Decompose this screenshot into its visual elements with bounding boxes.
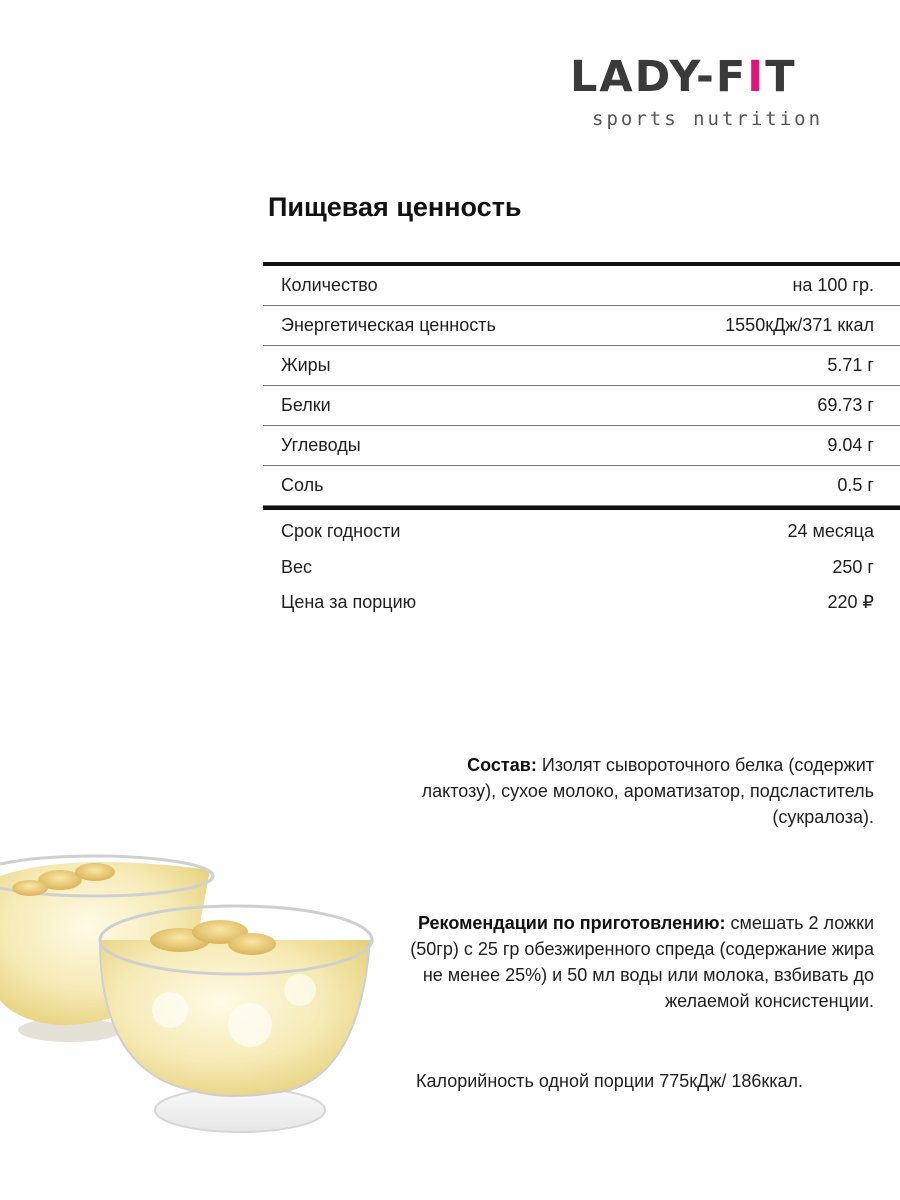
row-value: на 100 гр. bbox=[792, 275, 874, 295]
nutrition-table bbox=[263, 262, 900, 510]
preparation-text: смешать 2 ложки (50гр) с 25 гр обезжиренного спреда (содержание жира не менее 25%) и 50 мл воды или молока, взбивать до желаемой консистенции. bbox=[410, 913, 874, 1011]
row-value: 1550кДж/371 ккал bbox=[725, 315, 874, 335]
row-label: Белки bbox=[281, 395, 331, 415]
row-value: 0.5 г bbox=[837, 475, 874, 495]
row-value: 69.73 г bbox=[817, 395, 874, 415]
table-bottom-rule bbox=[263, 506, 900, 510]
row-value: 9.04 г bbox=[827, 435, 874, 455]
meta-row bbox=[263, 585, 900, 621]
composition-text: Изолят сывороточного белка (содержит лактозу), сухое молоко, ароматизатор, подсластитель (сукралоза). bbox=[421, 755, 874, 827]
composition-label: Состав: bbox=[467, 755, 537, 775]
preparation-label: Рекомендации по приготовлению: bbox=[417, 913, 726, 933]
brand-tagline: sports nutrition bbox=[592, 108, 824, 130]
meta-label: Цена за порцию bbox=[281, 592, 417, 613]
row-label: Жиры bbox=[281, 355, 331, 375]
table-row bbox=[263, 386, 900, 426]
preparation-paragraph bbox=[404, 910, 874, 1014]
dessert-cups-image bbox=[0, 840, 380, 1140]
meta-value: 250 г bbox=[832, 556, 874, 577]
calories-note: Калорийность одной порции 775кДж/ 186ккал. bbox=[416, 1071, 804, 1091]
brand-accent-letter: I bbox=[747, 52, 766, 102]
brand-name: LADY-FIT bbox=[570, 52, 797, 102]
product-meta bbox=[263, 514, 900, 621]
table-row bbox=[263, 266, 900, 306]
meta-label: Вес bbox=[281, 556, 313, 577]
table-row bbox=[263, 306, 900, 346]
meta-label: Срок годности bbox=[281, 521, 401, 542]
row-label: Энергетическая ценность bbox=[281, 315, 496, 335]
row-label: Количество bbox=[281, 275, 378, 295]
meta-value: 24 месяца bbox=[787, 521, 874, 542]
row-label: Соль bbox=[281, 475, 324, 495]
meta-row bbox=[263, 514, 900, 550]
table-row bbox=[263, 426, 900, 466]
meta-value: 220 ₽ bbox=[827, 592, 874, 613]
brand-logo bbox=[570, 52, 870, 136]
page-title: Пищевая ценность bbox=[268, 192, 522, 222]
composition-paragraph bbox=[404, 752, 874, 830]
row-label: Углеводы bbox=[281, 435, 361, 455]
table-row bbox=[263, 346, 900, 386]
meta-row bbox=[263, 550, 900, 586]
table-row bbox=[263, 466, 900, 506]
row-value: 5.71 г bbox=[827, 355, 874, 375]
